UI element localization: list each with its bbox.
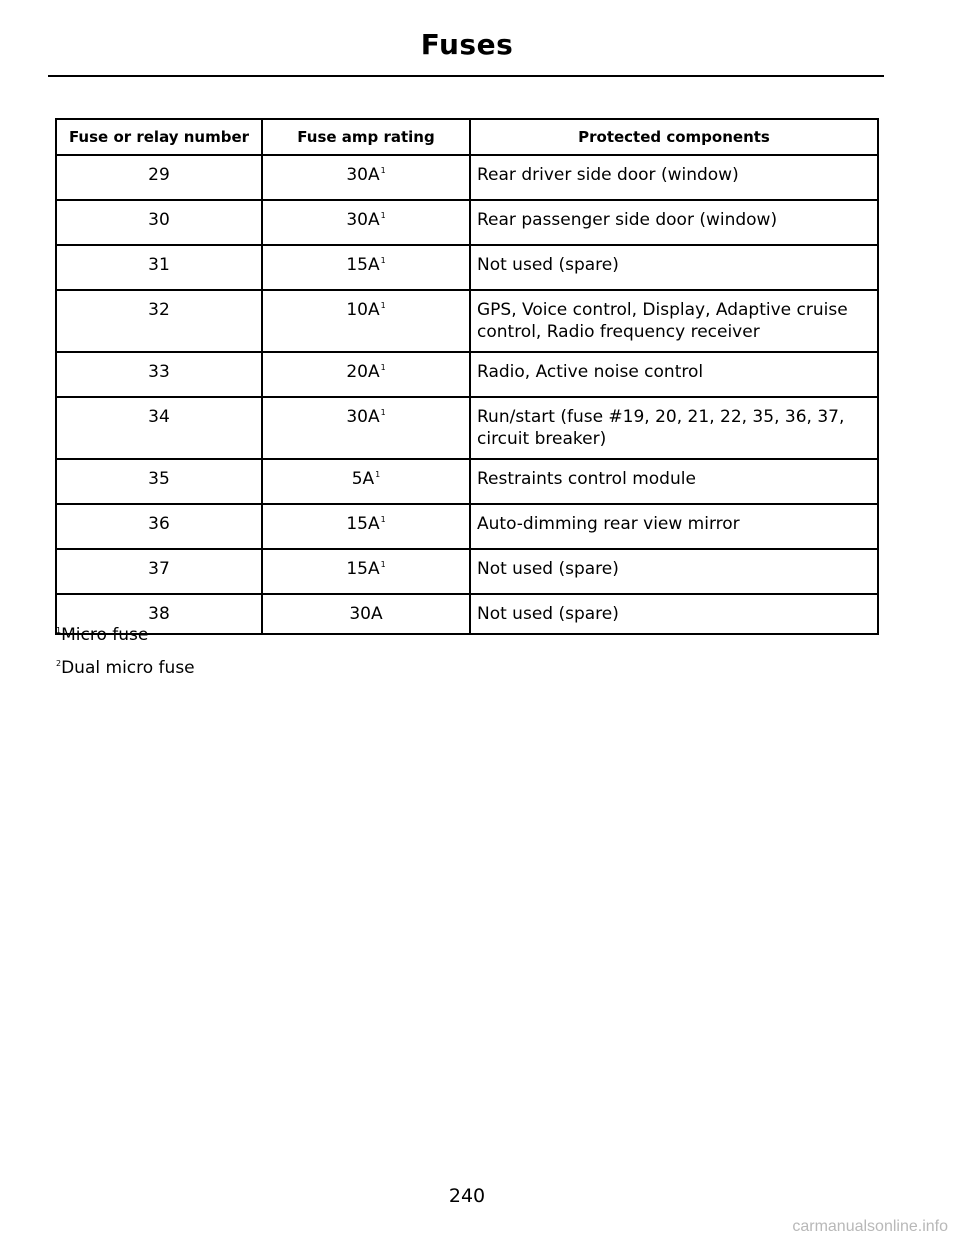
protected-components-cell: Radio, Active noise control [470, 352, 878, 397]
column-header-fuse-number: Fuse or relay number [56, 119, 262, 155]
page-title: Fuses [420, 28, 514, 61]
protected-components-cell: Not used (spare) [470, 594, 878, 634]
amp-rating-cell [262, 397, 470, 459]
footnote-mark: 1 [56, 626, 62, 635]
amp-rating-value: 30A [346, 165, 380, 185]
protected-components-cell: Restraints control module [470, 459, 878, 504]
footnote-marker: 1 [380, 560, 386, 569]
protected-components-cell: Rear passenger side door (window) [470, 200, 878, 245]
fuse-number-cell: 37 [56, 549, 262, 594]
watermark: carmanualsonline.info [792, 1218, 948, 1235]
footnote-marker: 1 [380, 515, 386, 524]
column-header-protected-components: Protected components [470, 119, 878, 155]
amp-rating-cell [262, 549, 470, 594]
table-row [56, 504, 878, 549]
footnote-marker: 1 [380, 166, 386, 175]
amp-rating-cell [262, 594, 470, 634]
amp-rating-cell [262, 459, 470, 504]
amp-rating-value: 20A [346, 362, 380, 382]
fuse-table [55, 118, 879, 635]
protected-components-cell: Run/start (fuse #19, 20, 21, 22, 35, 36, 37, circuit breaker) [470, 397, 878, 459]
footnote-mark: 2 [56, 659, 62, 668]
protected-components-cell: Rear driver side door (window) [470, 155, 878, 200]
protected-components-cell: Not used (spare) [470, 245, 878, 290]
amp-rating-cell [262, 200, 470, 245]
amp-rating-value: 15A [346, 255, 380, 275]
protected-components-cell: GPS, Voice control, Display, Adaptive cruise control, Radio frequency receiver [470, 290, 878, 352]
amp-rating-value: 10A [346, 300, 380, 320]
column-header-amp-rating: Fuse amp rating [262, 119, 470, 155]
footnote-marker: 1 [380, 408, 386, 417]
amp-rating-cell [262, 155, 470, 200]
protected-components-cell: Auto-dimming rear view mirror [470, 504, 878, 549]
fuse-number-cell: 38 [56, 594, 262, 634]
protected-components-cell: Not used (spare) [470, 549, 878, 594]
footnote-marker: 1 [380, 256, 386, 265]
fuse-number-cell: 30 [56, 200, 262, 245]
footnote-dual-micro-fuse [55, 657, 195, 679]
amp-rating-cell [262, 245, 470, 290]
footnote-micro-fuse [55, 624, 195, 646]
amp-rating-value: 15A [346, 559, 380, 579]
table-row [56, 397, 878, 459]
table-row [56, 352, 878, 397]
page-number: 240 [448, 1185, 486, 1207]
footnote-text: Micro fuse [61, 625, 149, 645]
footnote-marker: 1 [380, 363, 386, 372]
table-row [56, 200, 878, 245]
amp-rating-cell [262, 504, 470, 549]
fuse-number-cell: 29 [56, 155, 262, 200]
table-row [56, 459, 878, 504]
table-row [56, 155, 878, 200]
table-row [56, 245, 878, 290]
fuse-number-cell: 36 [56, 504, 262, 549]
table-header-row [56, 119, 878, 155]
footnote-marker: 1 [375, 470, 381, 479]
table-row [56, 549, 878, 594]
amp-rating-value: 30A [346, 407, 380, 427]
fuse-number-cell: 33 [56, 352, 262, 397]
table-row [56, 290, 878, 352]
footnote-text: Dual micro fuse [61, 658, 195, 678]
amp-rating-value: 5A [351, 469, 375, 489]
fuse-number-cell: 31 [56, 245, 262, 290]
footnotes [55, 624, 195, 690]
footnote-marker: 1 [380, 301, 386, 310]
fuse-number-cell: 34 [56, 397, 262, 459]
title-divider [48, 75, 884, 77]
amp-rating-cell [262, 352, 470, 397]
fuse-number-cell: 35 [56, 459, 262, 504]
amp-rating-value: 30A [346, 210, 380, 230]
fuse-number-cell: 32 [56, 290, 262, 352]
footnote-marker: 1 [380, 211, 386, 220]
amp-rating-cell [262, 290, 470, 352]
amp-rating-value: 15A [346, 514, 380, 534]
amp-rating-value: 30A [349, 604, 383, 624]
